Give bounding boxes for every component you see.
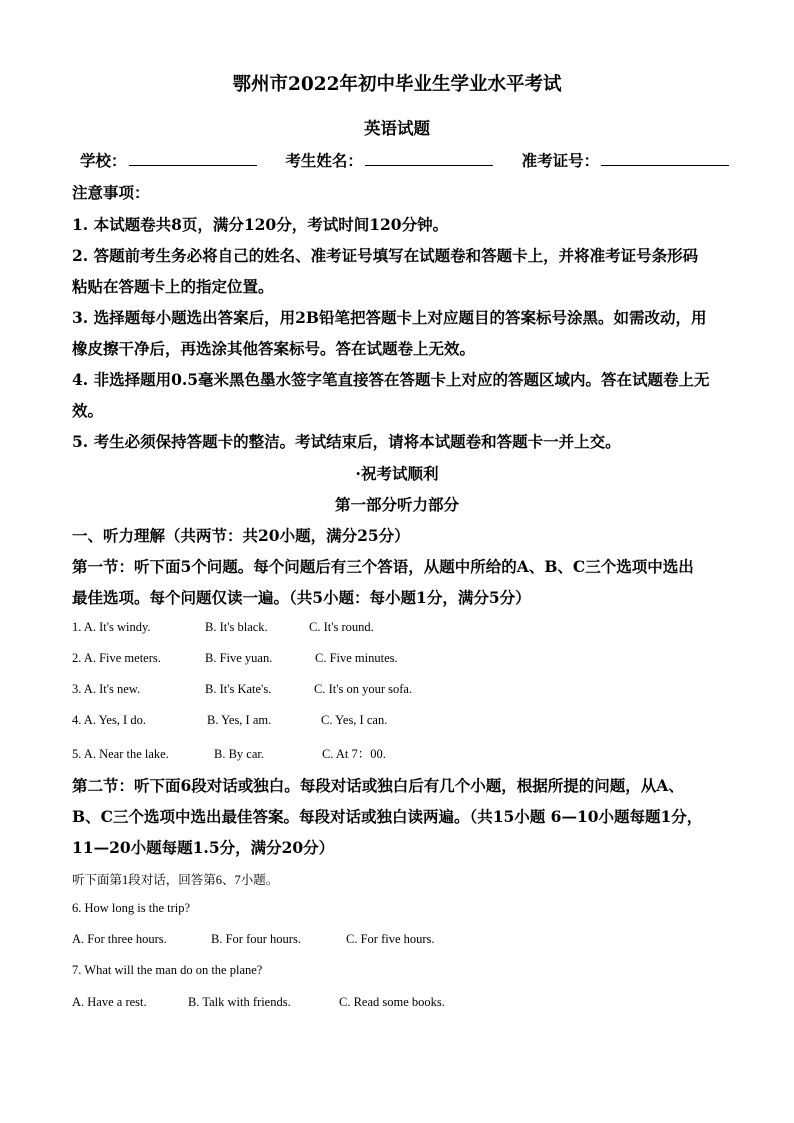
option-b: B. It's Kate's.	[205, 682, 272, 696]
dialog-1-intro: 听下面第1段对话，回答第6、7小题。	[72, 873, 279, 887]
option-a: 1. A. It's windy.	[72, 620, 151, 634]
listening-section-heading: 一、听力理解（共两节：共20小题，满分25分）	[72, 526, 410, 545]
question-1	[72, 620, 374, 635]
notice-heading: 注意事项：	[72, 183, 150, 202]
option-c: C. It's round.	[309, 620, 374, 634]
id-blank[interactable]	[601, 152, 729, 166]
exam-subtitle: 英语试题	[364, 119, 430, 138]
notice-item: 2. 答题前考生务必将自己的姓名、准考证号填写在试题卷和答题卡上，并将准考证号条形码	[72, 246, 699, 265]
school-blank[interactable]	[129, 152, 257, 166]
option-c: C. At 7：00.	[322, 747, 386, 761]
option-a: 2. A. Five meters.	[72, 651, 161, 665]
option-a: A. For three hours.	[72, 932, 167, 946]
part1-title: 第一部分听力部分	[334, 495, 459, 514]
good-luck-wish: ·祝考试顺利	[355, 464, 439, 483]
school-label: 学校：	[80, 151, 127, 170]
option-b: B. For four hours.	[211, 932, 301, 946]
option-a: 4. A. Yes, I do.	[72, 713, 146, 727]
notice-item: 1. 本试题卷共8页，满分120分，考试时间120分钟。	[72, 215, 449, 234]
question-2	[72, 651, 398, 666]
option-c: C. It's on your sofa.	[314, 682, 413, 696]
notice-item: 橡皮擦干净后，再选涂其他答案标号。答在试题卷上无效。	[72, 339, 476, 358]
section2-instructions: B、C三个选项中选出最佳答案。每段对话或独白读两遍。（共15小题 6—10小题每题1分，	[72, 807, 703, 826]
name-blank[interactable]	[365, 152, 493, 166]
question-4	[72, 713, 387, 728]
question-6-stem: 6. How long is the trip?	[72, 901, 191, 915]
option-c: C. Read some books.	[339, 995, 445, 1009]
option-b: B. It's black.	[205, 620, 268, 634]
option-c: C. For five hours.	[346, 932, 435, 946]
question-6-options	[72, 932, 435, 947]
name-label: 考生姓名：	[285, 151, 363, 170]
section2-instructions: 第二节：听下面6段对话或独白。每段对话或独白后有几个小题，根据所提的问题，从A、	[72, 776, 684, 795]
question-7-options	[72, 995, 445, 1010]
exam-title: 鄂州市2022年初中毕业生学业水平考试	[232, 74, 562, 95]
notice-item: 效。	[72, 401, 104, 420]
question-5	[72, 744, 386, 762]
id-label: 准考证号：	[521, 151, 600, 170]
notice-item: 粘贴在答题卡上的指定位置。	[72, 277, 274, 296]
option-a: 5. A. Near the lake.	[72, 747, 169, 761]
section1-instructions: 最佳选项。每个问题仅读一遍。（共5小题：每小题1分，满分5分）	[72, 588, 531, 607]
notice-item: 3. 选择题每小题选出答案后，用2B铅笔把答题卡上对应题目的答案标号涂黑。如需改动，用	[72, 308, 707, 327]
question-7-stem: 7. What will the man do on the plane?	[72, 963, 263, 977]
option-a: 3. A. It's new.	[72, 682, 141, 696]
question-3	[72, 682, 412, 697]
option-b: B. Talk with friends.	[188, 995, 291, 1009]
option-b: B. Yes, I am.	[207, 713, 272, 727]
option-b: B. Five yuan.	[205, 651, 273, 665]
notice-item: 4. 非选择题用0.5毫米黑色墨水签字笔直接答在答题卡上对应的答题区域内。答在试题卷上无	[72, 370, 710, 389]
notice-item: 5. 考生必须保持答题卡的整洁。考试结束后，请将本试题卷和答题卡一并上交。	[72, 432, 621, 451]
option-c: C. Yes, I can.	[321, 713, 388, 727]
section1-instructions: 第一节：听下面5个问题。每个问题后有三个答语，从题中所给的A、B、C三个选项中选出	[72, 557, 694, 576]
option-c: C. Five minutes.	[315, 651, 398, 665]
option-a: A. Have a rest.	[72, 995, 147, 1009]
option-b: B. By car.	[214, 747, 264, 761]
section2-instructions: 11—20小题每题1.5分，满分20分）	[72, 838, 335, 857]
student-info-row	[80, 149, 729, 171]
